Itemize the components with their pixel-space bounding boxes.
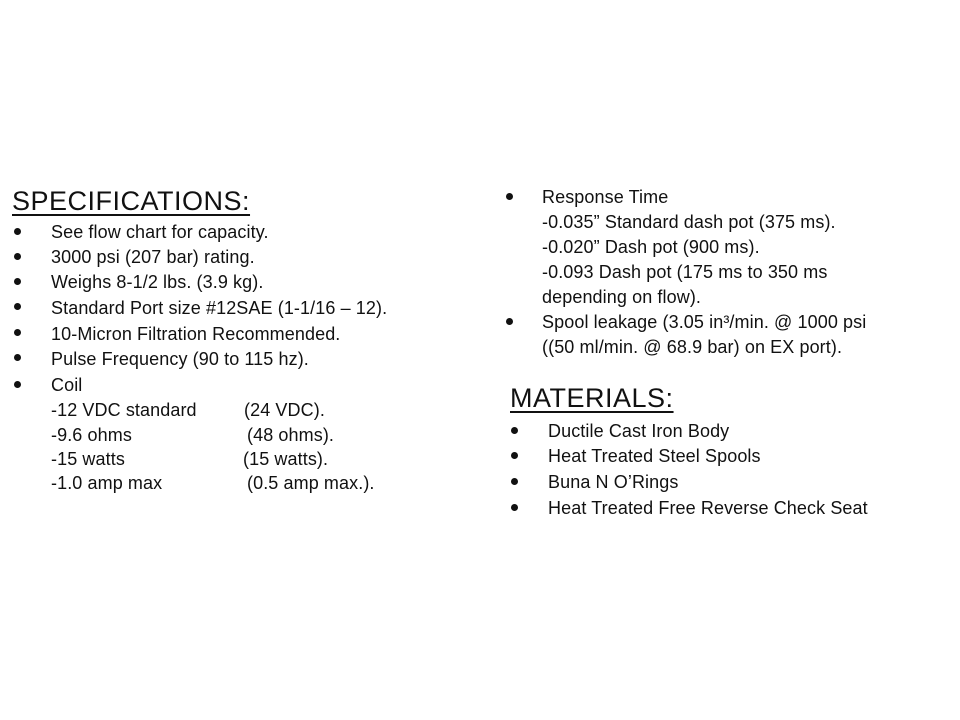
bullet-icon (511, 427, 518, 434)
spec-item-coil: Coil (51, 375, 83, 395)
bullet-icon (14, 253, 21, 260)
coil-alt-value: (15 watts). (243, 449, 329, 469)
material-item: Heat Treated Free Reverse Check Seat (548, 498, 868, 518)
spool-leakage-line: ((50 ml/min. @ 68.9 bar) on EX port). (542, 337, 843, 357)
bullet-icon (511, 478, 518, 485)
response-time-line: -0.035” Standard dash pot (375 ms). (542, 212, 836, 232)
coil-alt-value: (24 VDC). (244, 400, 325, 420)
spec-item: 3000 psi (207 bar) rating. (51, 247, 255, 267)
bullet-icon (511, 504, 518, 511)
spec-item: 10-Micron Filtration Recommended. (51, 324, 341, 344)
material-item: Buna N O’Rings (548, 472, 679, 492)
bullet-icon (14, 228, 21, 235)
spec-item: Standard Port size #12SAE (1-1/16 – 12). (51, 298, 388, 318)
response-time-line: depending on flow). (542, 287, 702, 307)
bullet-icon (14, 354, 21, 361)
bullet-icon (506, 318, 513, 325)
coil-value: -15 watts (51, 449, 125, 469)
bullet-icon (506, 193, 513, 200)
coil-alt-value: (48 ohms). (247, 425, 335, 445)
coil-value: -1.0 amp max (51, 473, 163, 493)
response-time-line: -0.093 Dash pot (175 ms to 350 ms (542, 262, 828, 282)
response-time-line: -0.020” Dash pot (900 ms). (542, 237, 760, 257)
coil-value: -12 VDC standard (51, 400, 197, 420)
bullet-icon (14, 381, 21, 388)
materials-heading: MATERIALS: (510, 383, 674, 413)
spec-item: Weighs 8-1/2 lbs. (3.9 kg). (51, 272, 264, 292)
spec-item: Pulse Frequency (90 to 115 hz). (51, 349, 309, 369)
spool-leakage-line: Spool leakage (3.05 in³/min. @ 1000 psi (542, 312, 867, 332)
bullet-icon (511, 452, 518, 459)
bullet-icon (14, 329, 21, 336)
coil-alt-value: (0.5 amp max.). (247, 473, 375, 493)
bullet-icon (14, 278, 21, 285)
material-item: Heat Treated Steel Spools (548, 446, 761, 466)
response-time-title: Response Time (542, 187, 669, 207)
coil-value: -9.6 ohms (51, 425, 132, 445)
bullet-icon (14, 303, 21, 310)
spec-item: See flow chart for capacity. (51, 222, 269, 242)
specifications-heading: SPECIFICATIONS: (12, 186, 251, 216)
material-item: Ductile Cast Iron Body (548, 421, 730, 441)
